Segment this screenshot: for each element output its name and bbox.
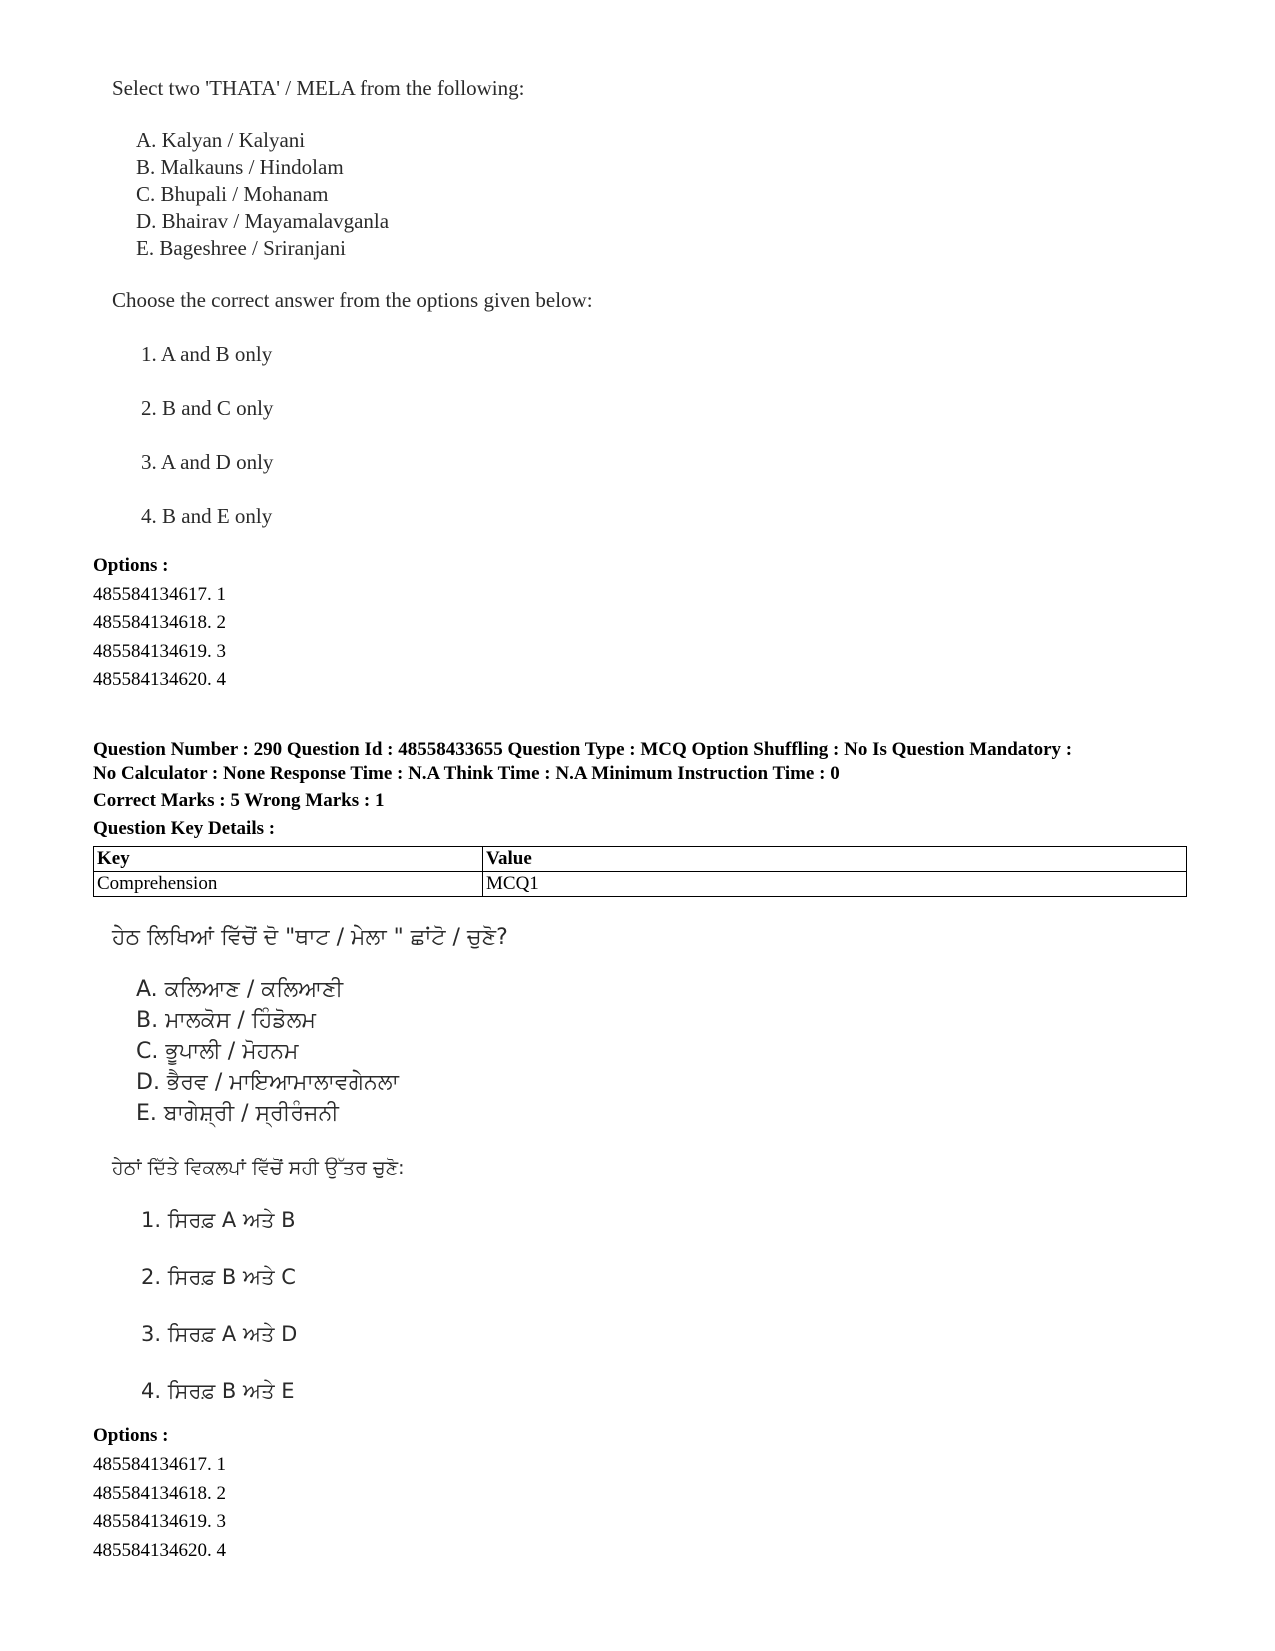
key-details-heading: Question Key Details : — [93, 818, 276, 839]
options-heading: Options : — [93, 1425, 169, 1446]
statement-a-punjabi: A. ਕਲਿਆਣ / ਕਲਿਆਣੀ — [136, 977, 344, 1002]
statement-d-punjabi: D. ਭੈਰਵ / ਮਾਇਆਮਾਲਾਵਗੇਨਲਾ — [136, 1070, 399, 1095]
choose-instruction-punjabi: ਹੇਠਾਂ ਦਿੱਤੇ ਵਿਕਲਪਾਂ ਵਿੱਚੋਂ ਸਹੀ ਉੱਤਰ ਚੁਣੋ: — [112, 1157, 405, 1179]
key-details-table — [93, 846, 1187, 897]
table-header-key: Key — [94, 847, 483, 872]
statement-c-punjabi: C. ਭੂਪਾਲੀ / ਮੋਹਨਮ — [136, 1039, 299, 1064]
choose-instruction: Choose the correct answer from the options given below: — [112, 288, 593, 312]
statement-b-punjabi: B. ਮਾਲਕੋਸ / ਹਿੰਡੋਲਮ — [136, 1008, 317, 1033]
statement-c: C. Bhupali / Mohanam — [136, 182, 329, 206]
answer-choice-1-punjabi: 1. ਸਿਰਫ਼ A ਅਤੇ B — [141, 1208, 296, 1232]
option-item: 485584134618. 2 — [93, 1483, 226, 1504]
marks-line: Correct Marks : 5 Wrong Marks : 1 — [93, 790, 385, 811]
option-item: 485584134619. 3 — [93, 1511, 226, 1532]
question-stem: Select two 'THATA' / MELA from the following: — [112, 76, 525, 100]
statement-b: B. Malkauns / Hindolam — [136, 155, 344, 179]
option-item: 485584134620. 4 — [93, 1540, 226, 1561]
statement-a: A. Kalyan / Kalyani — [136, 128, 306, 152]
question-meta-line2: No Calculator : None Response Time : N.A Think Time : N.A Minimum Instruction Time : 0 — [93, 763, 840, 784]
table-cell-value: MCQ1 — [483, 872, 1187, 897]
option-item: 485584134620. 4 — [93, 669, 226, 690]
table-cell-key: Comprehension — [94, 872, 483, 897]
statement-e-punjabi: E. ਬਾਗੇਸ਼੍ਰੀ / ਸ੍ਰੀਰੰਜਨੀ — [136, 1101, 339, 1126]
answer-choice-3-punjabi: 3. ਸਿਰਫ਼ A ਅਤੇ D — [141, 1322, 298, 1346]
question-stem-punjabi: ਹੇਠ ਲਿਖਿਆਂ ਵਿੱਚੋਂ ਦੋ "ਥਾਟ / ਮੇਲਾ " ਛਾਂਟੋ / ਚੁਣੋ? — [112, 925, 508, 950]
table-header-row — [94, 847, 1187, 872]
table-header-value: Value — [483, 847, 1187, 872]
option-item: 485584134617. 1 — [93, 1454, 226, 1475]
question-meta-line1: Question Number : 290 Question Id : 48558433655 Question Type : MCQ Option Shuffling : No Is Question Mandatory : — [93, 739, 1073, 760]
table-row — [94, 872, 1187, 897]
option-item: 485584134618. 2 — [93, 612, 226, 633]
answer-choice-4-punjabi: 4. ਸਿਰਫ਼ B ਅਤੇ E — [141, 1379, 295, 1403]
answer-choice-2: 2. B and C only — [141, 396, 274, 420]
option-item: 485584134617. 1 — [93, 584, 226, 605]
answer-choice-4: 4. B and E only — [141, 504, 273, 528]
option-item: 485584134619. 3 — [93, 641, 226, 662]
options-heading: Options : — [93, 555, 169, 576]
answer-choice-1: 1. A and B only — [141, 342, 273, 366]
answer-choice-3: 3. A and D only — [141, 450, 274, 474]
statement-e: E. Bageshree / Sriranjani — [136, 236, 346, 260]
statement-d: D. Bhairav / Mayamalavganla — [136, 209, 390, 233]
answer-choice-2-punjabi: 2. ਸਿਰਫ਼ B ਅਤੇ C — [141, 1265, 296, 1289]
